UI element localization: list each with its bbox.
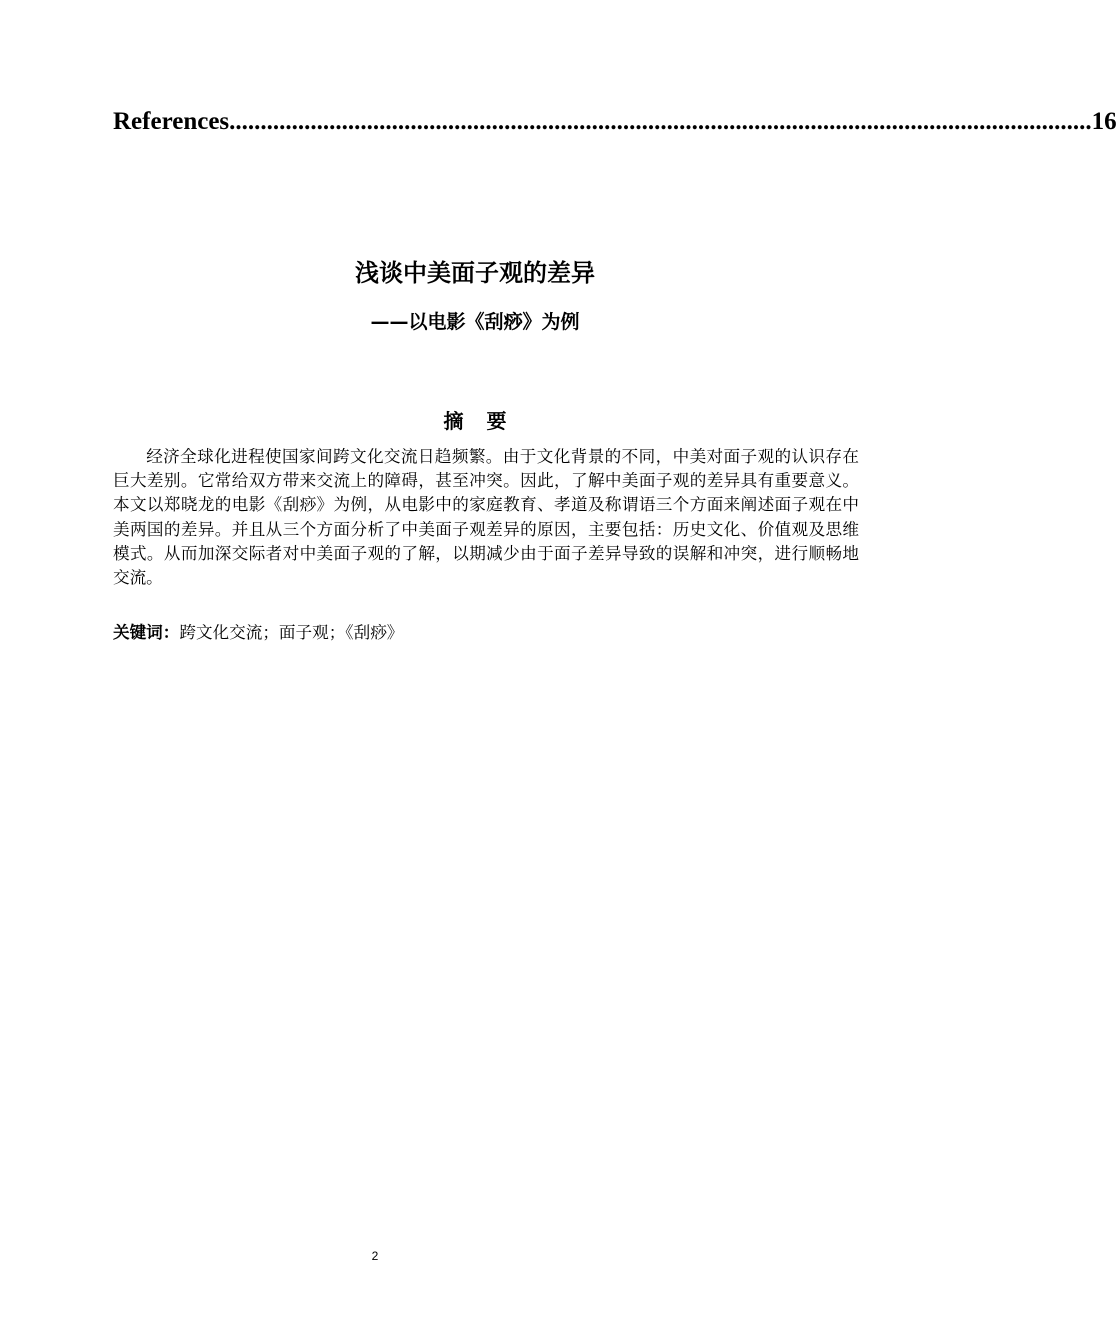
abstract-body: 经济全球化进程使国家间跨文化交流日趋频繁。由于文化背景的不同，中美对面子观的认识存在巨大差别。它常给双方带来交流上的障碍，甚至冲突。因此，了解中美面子观的差异具有重要意义。本文以郑晓龙的电影《刮痧》为例，从电影中的家庭教育、孝道及称谓语三个方面来阐述面子观在中美两国的差异。并且从三个方面分析了中美面子观差异的原因，主要包括：历史文化、价值观及思维模式。从而加深交际者对中美面子观的了解，以期减少由于面子差异导致的误解和冲突，进行顺畅地交流。 xyxy=(113,447,859,588)
toc-entry-references[interactable] xyxy=(113,104,1117,140)
keywords-line xyxy=(113,620,859,646)
toc-entry-label: References xyxy=(113,108,230,135)
keywords-value: 跨文化交流；面子观；《刮痧》 xyxy=(179,623,404,642)
abstract-heading: 摘 要 xyxy=(443,409,515,433)
page-number: 2 xyxy=(371,1249,379,1263)
document-title: 浅谈中美面子观的差异 xyxy=(355,259,595,287)
keywords-label: 关键词： xyxy=(113,623,180,642)
document-subtitle: ——以电影《刮痧》为例 xyxy=(370,311,580,333)
toc-dot-leader: .......................................................................................................................................... xyxy=(229,108,1092,135)
toc-page-number: 16 xyxy=(1091,108,1117,135)
